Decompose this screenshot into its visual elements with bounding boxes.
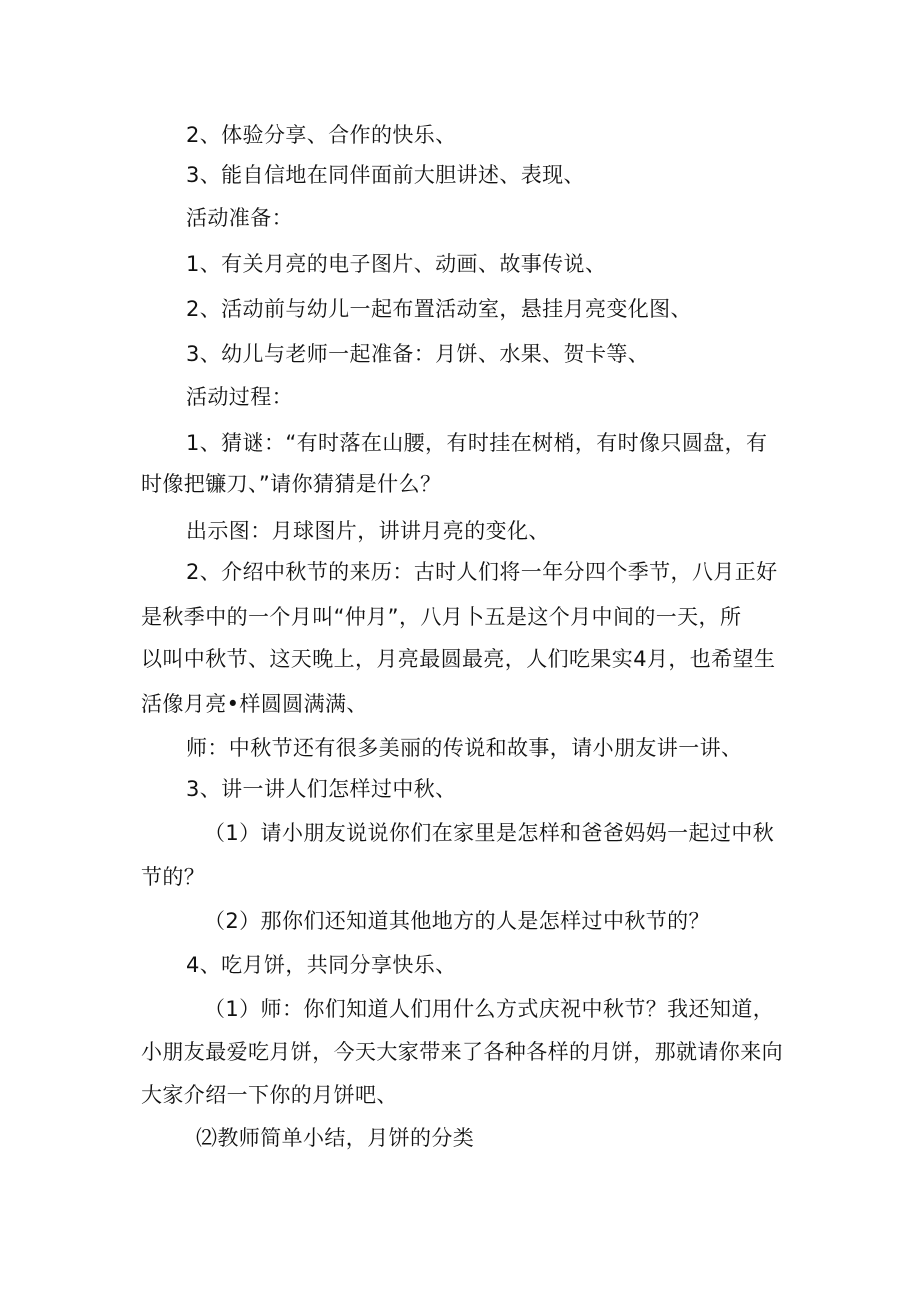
text-line-4: 1、有关月亮的电子图片、动画、故事传说、 <box>186 252 607 276</box>
text-line-9: 时像把镰刀、”请你猜猜是什么？ <box>141 472 442 496</box>
text-line-23: 大家介绍一下你的月饼吧、 <box>141 1083 398 1107</box>
text-line-18: 节的？ <box>141 865 206 889</box>
text-line-10: 出示图：月球图片，讲讲月亮的变化、 <box>186 519 550 543</box>
text-line-2: 3、能自信地在同伴面前大胆讲述、表现、 <box>186 163 585 187</box>
text-line-5: 2、活动前与幼儿一起布置活动室，悬挂月亮变化图、 <box>186 297 692 321</box>
text-line-20: 4、吃月饼，共同分享快乐、 <box>186 953 457 977</box>
text-line-21: （1）师：你们知道人们用什么方式庆祝中秋节？我还知道， <box>204 997 775 1021</box>
text-line-11: 2、介绍中秋节的来历：古时人们将一年分四个季节，八月正好 <box>186 560 778 584</box>
section-heading-preparation: 活动准备： <box>186 206 293 230</box>
text-line-22: 小朋友最爱吃月饼，今天大家带来了各种各样的月饼，那就请你来向 <box>141 1040 783 1064</box>
text-line-1: 2、体验分享、合作的快乐、 <box>186 123 457 147</box>
section-heading-process: 活动过程： <box>186 385 293 409</box>
text-line-13: 以叫中秋节、这天晚上，月亮最圆最亮，人们吃果实4月，也希望生 <box>141 647 776 671</box>
text-line-15: 师：中秋节还有很多美丽的传说和故事，请小朋友讲一讲、 <box>186 736 743 760</box>
text-line-24: ⑵教师简单小结，月饼的分类 <box>196 1126 475 1150</box>
text-line-16: 3、讲一讲人们怎样过中秋、 <box>186 777 457 801</box>
text-line-14: 活像月亮•样圆圆满满、 <box>141 692 368 716</box>
text-line-8: 1、猜谜：“有时落在山腰，有时挂在树梢，有时像只圆盘，有 <box>186 431 768 455</box>
text-line-12: 是秋季中的一个月叫“仲月”，八月卜五是这个月中间的一天，所 <box>141 605 742 629</box>
text-line-19: （2）那你们还知道其他地方的人是怎样过中秋节的？ <box>204 909 710 933</box>
text-line-6: 3、幼儿与老师一起准备：月饼、水果、贺卡等、 <box>186 342 650 366</box>
text-line-17: （1）请小朋友说说你们在家里是怎样和爸爸妈妈一起过中秋 <box>204 821 775 845</box>
